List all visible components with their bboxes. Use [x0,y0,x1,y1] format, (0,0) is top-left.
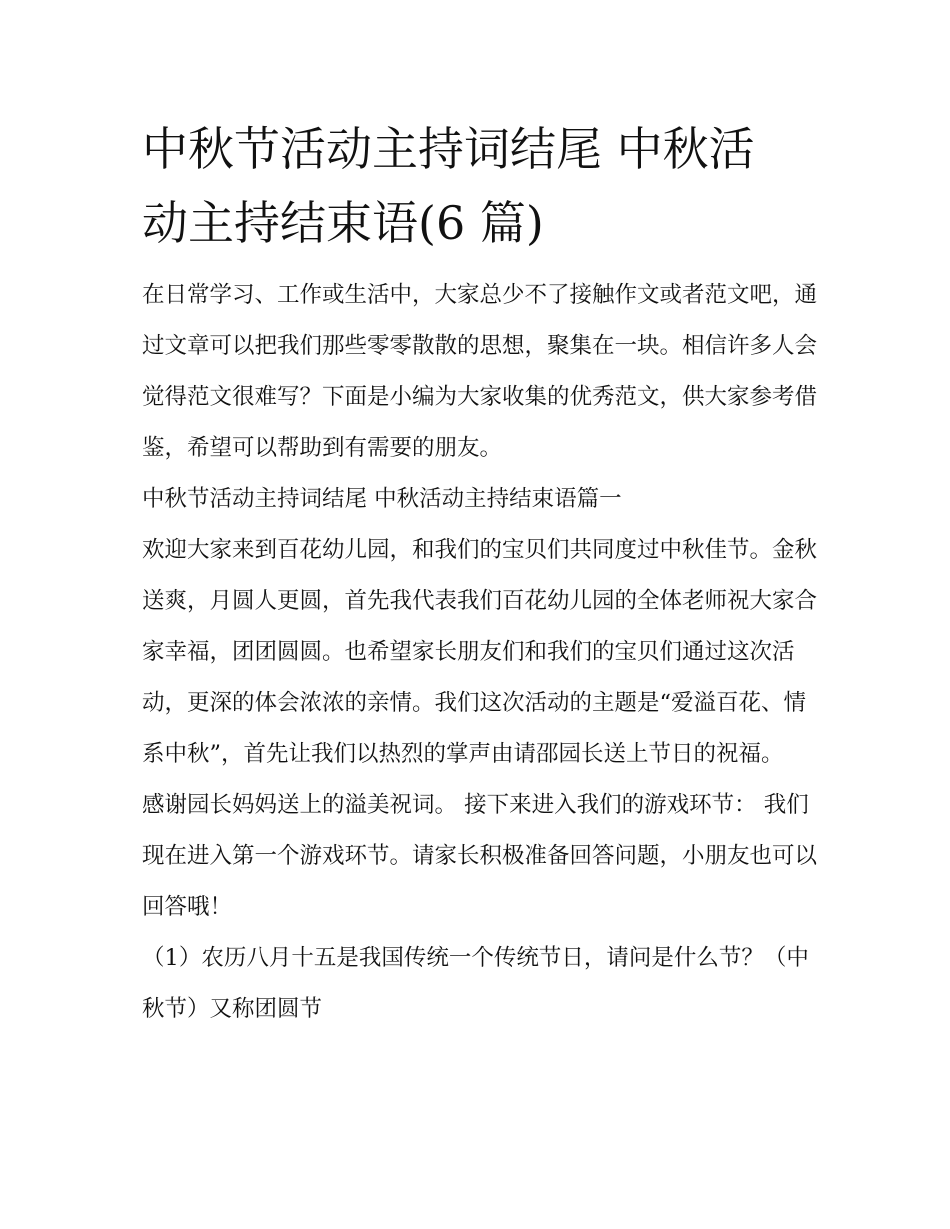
intro-paragraph: 在日常学习、工作或生活中，大家总少不了接触作文或者范文吧，通过文章可以把我们那些零零散散的思想，聚集在一块。相信许多人会觉得范文很难写？下面是小编为大家收集的优秀范文，供大家参考借鉴，希望可以帮助到有需要的朋友。 [142,282,818,461]
body-paragraph: （1）农历八月十五是我国传统一个传统节日，请问是什么节？（中秋节）又称团圆节 [142,945,809,1022]
body-paragraph: 欢迎大家来到百花幼儿园，和我们的宝贝们共同度过中秋佳节。金秋送爽，月圆人更圆，首先我代表我们百花幼儿园的全体老师祝大家合家幸福，团团圆圆。也希望家长朋友们和我们的宝贝们通过这次活动，更深的体会浓浓的亲情。我们这次活动的主题是“爱溢百花、情系中秋”，首先让我们以热烈的掌声由请邵园长送上节日的祝福。 [142,537,818,767]
section-heading: 中秋节活动主持词结尾 中秋活动主持结束语篇一 [142,486,622,512]
title-line-1: 中秋节活动主持词结尾 中秋活 [142,122,755,176]
title-line-2: 动主持结束语(6 篇) [142,196,544,250]
body-paragraph: 感谢园长妈妈送上的溢美祝词。 接下来进入我们的游戏环节： 我们现在进入第一个游戏环节。请家长积极准备回答问题，小朋友也可以回答哦！ [142,792,818,920]
document-body [142,112,822,1035]
document-title [142,112,822,260]
